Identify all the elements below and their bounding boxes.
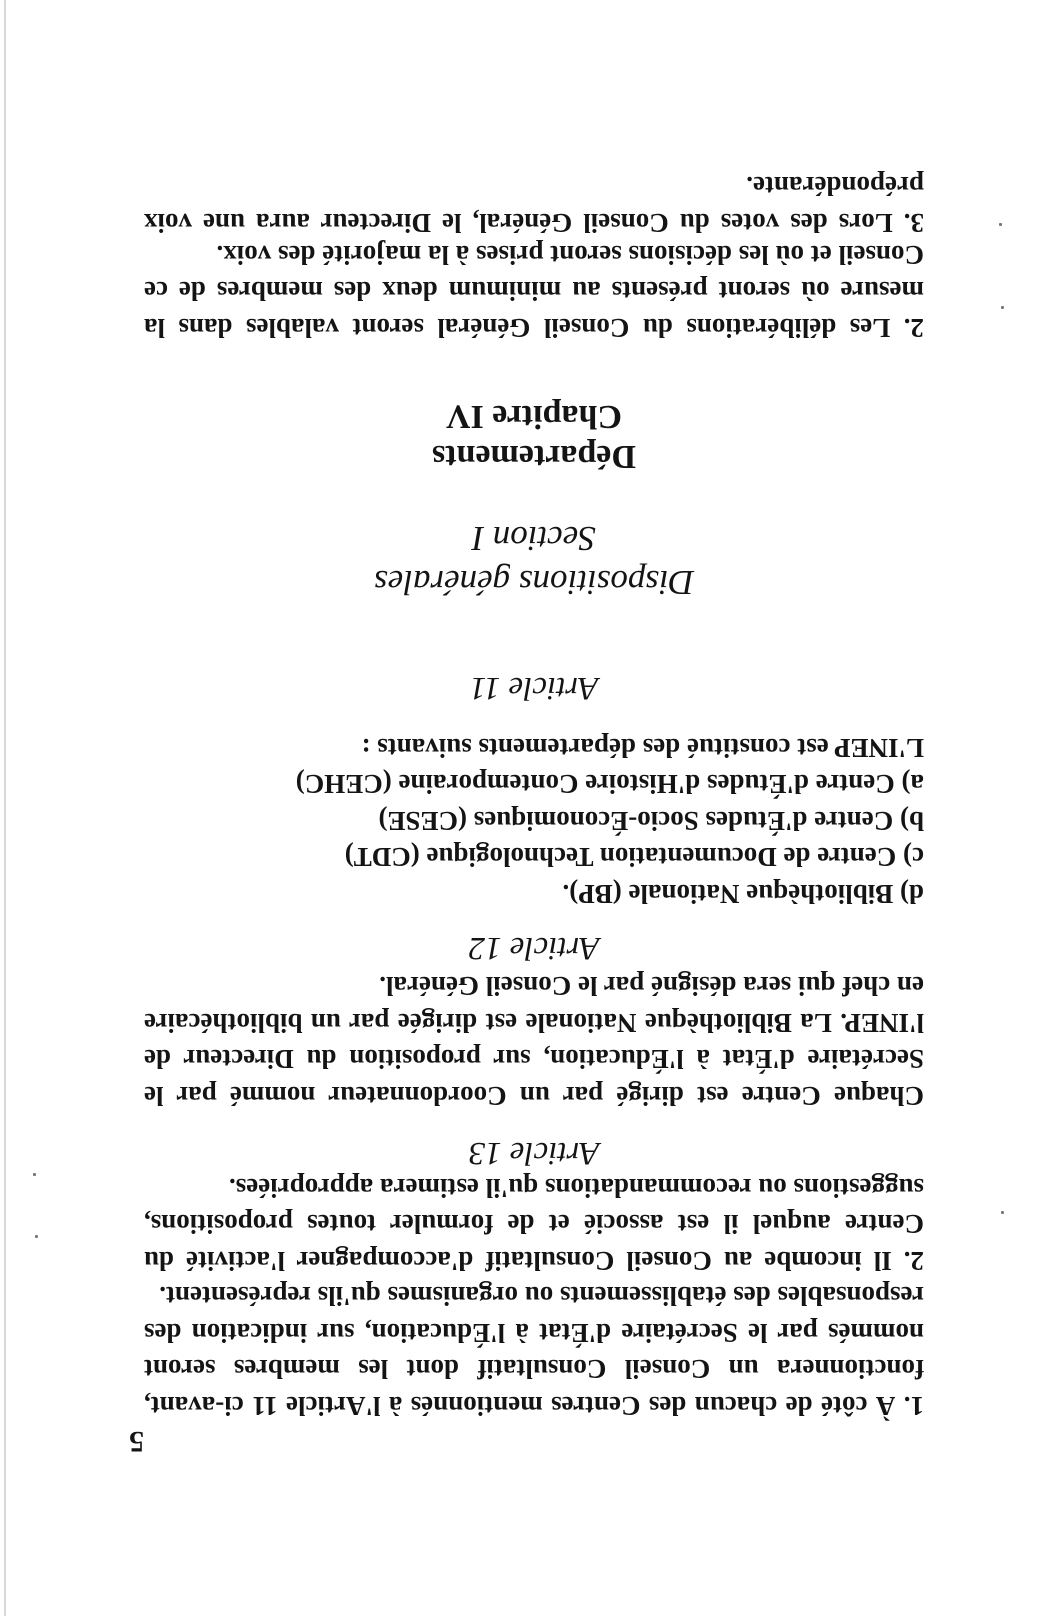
department-item: a) Centre d'Études d'Histoire Contemporaine (CEHC)	[295, 769, 924, 800]
article-13-heading: Article 13	[468, 1135, 600, 1171]
chapter-title: Chapitre IV	[446, 398, 622, 435]
article-13-paragraph-2: 2. Il incombe au Conseil Consultatif d'accompagner l'activité du Centre auquel il est associé et de formuler toutes propositions, suggestions ou recommandations qu'il estimera appropriées.	[144, 1173, 924, 1276]
scan-speck	[999, 223, 1002, 226]
article-12-heading: Article 12	[468, 930, 600, 966]
scan-speck	[35, 1235, 38, 1238]
department-item: d) Bibliothèque Nationale (BP).	[562, 879, 924, 909]
section-title: Dispositions générales	[374, 563, 694, 602]
page-number: 5	[129, 1425, 144, 1458]
article-11-list	[144, 730, 924, 913]
previous-paragraph-3: 3. Lors des votes du Conseil Général, le Directeur aura une voix prépondérante.	[144, 171, 924, 238]
department-item: b) Centre d'Études Socio-Économiques (CESE)	[378, 806, 924, 836]
scan-speck	[1001, 1211, 1004, 1214]
article-11-intro: L'INEP est constitué des départements suivants :	[361, 733, 924, 763]
scan-edge	[4, 0, 6, 1616]
scan-speck	[33, 1173, 36, 1176]
scan-speck	[1001, 306, 1004, 309]
article-13-paragraph-1: 1. À côté de chacun des Centres mentionnés à l'Article 11 ci-avant, fonctionnera un Conseil Consultatif dont les membres seront nommés par le Secrétaire d'État à l'Éducation, sur indication des responsables des établissements ou organismes qu'ils représentent.	[144, 1281, 924, 1421]
article-12-paragraph: Chaque Centre est dirigé par un Coordonnateur nommé par le Secrétaire d'État à l'Éducation, sur proposition du Directeur de l'INEP. La Bibliothèque Nationale est dirigée par un bibliothécaire en chef qui sera désigné par le Conseil Général.	[144, 971, 924, 1111]
section-heading: Section I	[472, 519, 596, 558]
previous-paragraph-2: 2. Les délibérations du Conseil Général seront valables dans la mesure où seront présents au minimum deux des membres de ce Conseil et où les décisions seront prises à la majorité des voix.	[144, 240, 924, 343]
article-11-heading: Article 11	[469, 670, 599, 706]
department-item: c) Centre de Documentation Technologique (CDT)	[344, 842, 924, 873]
chapter-subtitle: Départements	[432, 438, 636, 475]
